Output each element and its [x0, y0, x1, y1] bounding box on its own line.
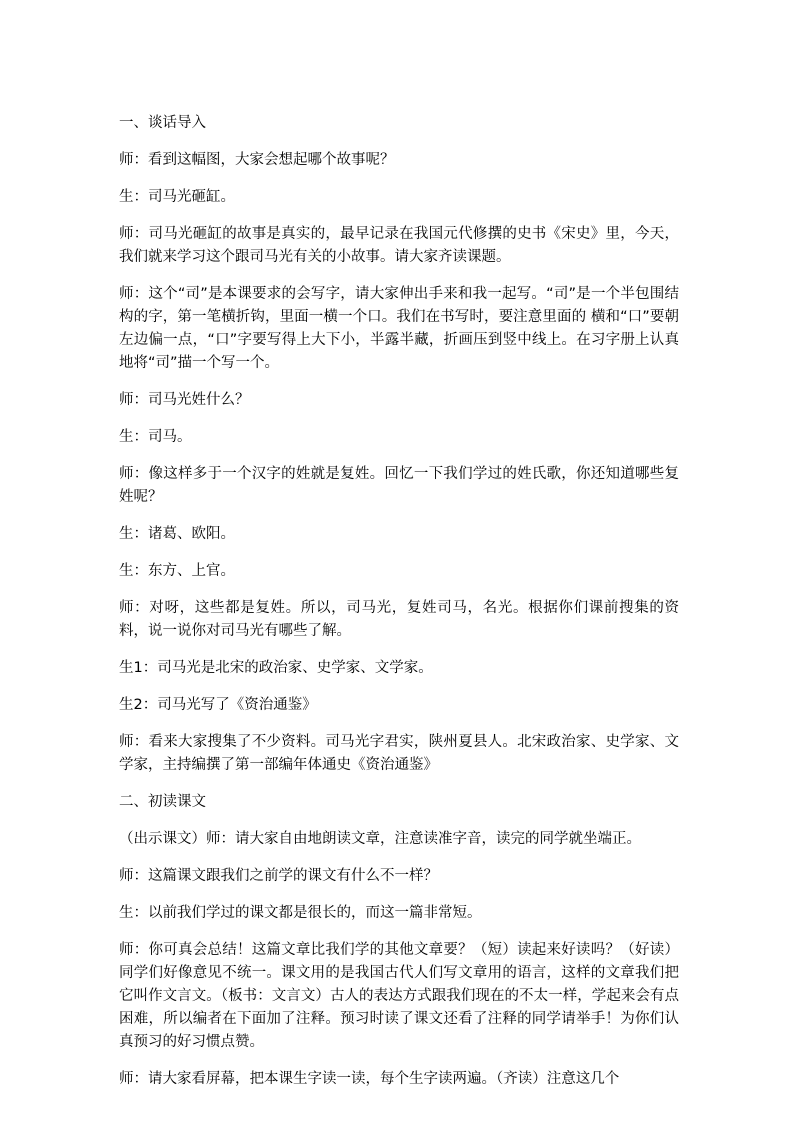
dialogue-paragraph: 师：司马光砸缸的故事是真实的，最早记录在我国元代修撰的史书《宋史》里，今天，我们就来学习这个跟司马光有关的小故事。请大家齐读课题。: [119, 226, 679, 265]
document-page: [119, 112, 679, 1105]
dialogue-paragraph: 师：你可真会总结！这篇文章比我们学的其他文章要？（短）读起来好读吗？（好读）同学们好像意见不统一。课文用的是我国古代人们写文章用的语言，这样的文章我们把它叫作文言文。（板书：文言文）古人的表达方式跟我们现在的不太一样，学起来会有点困难，所以编者在下面加了注释。预习时读了课文还看了注释的同学请举手！为你们认真预习的好习惯点赞。: [119, 942, 679, 1050]
dialogue-paragraph: 生：诸葛、欧阳。: [119, 526, 235, 542]
dialogue-paragraph: 生：以前我们学过的课文都是很长的，而这一篇非常短。: [119, 905, 482, 921]
dialogue-paragraph: 生：东方、上官。: [119, 563, 235, 579]
dialogue-paragraph: 生2：司马光写了《资治通鉴》: [119, 697, 317, 713]
section-heading: 二、初读课文: [119, 794, 206, 810]
dialogue-paragraph: 生：司马光砸缸。: [119, 189, 235, 205]
dialogue-paragraph: （出示课文）师：请大家自由地朗读文章，注意读准字音，读完的同学就坐端正。: [119, 831, 641, 847]
dialogue-paragraph: 师：像这样多于一个汉字的姓就是复姓。回忆一下我们学过的姓氏歌，你还知道哪些复姓呢？: [119, 466, 679, 505]
dialogue-paragraph: 师：请大家看屏幕，把本课生字读一读，每个生字读两遍。（齐读）注意这几个: [119, 1071, 620, 1087]
dialogue-paragraph: 生1：司马光是北宋的政治家、史学家、文学家。: [119, 660, 433, 676]
dialogue-paragraph: 师：这个“司”是本课要求的会写字，请大家伸出手来和我一起写。“司”是一个半包围结构的字，第一笔横折钩，里面一横一个口。我们在书写时，要注意里面的 横和“口”要朝左边偏一点，“口”字要写得上大下小，半露半藏，折画压到竖中线上。在习字册上认真地将“司”描一个写一个。: [119, 286, 679, 371]
dialogue-paragraph: 师：司马光姓什么？: [119, 392, 250, 408]
dialogue-paragraph: 师：看到这幅图，大家会想起哪个故事呢？: [119, 152, 395, 168]
dialogue-paragraph: 生：司马。: [119, 429, 192, 445]
dialogue-paragraph: 师：这篇课文跟我们之前学的课文有什么不一样？: [119, 868, 438, 884]
dialogue-paragraph: 师：对呀，这些都是复姓。所以，司马光，复姓司马，名光。根据你们课前搜集的资料，说一说你对司马光有哪些了解。: [119, 600, 679, 639]
dialogue-paragraph: 师：看来大家搜集了不少资料。司马光字君实，陕州夏县人。北宋政治家、史学家、文学家，主持编撰了第一部编年体通史《资治通鉴》: [119, 734, 679, 773]
section-heading: 一、谈话导入: [119, 115, 206, 131]
